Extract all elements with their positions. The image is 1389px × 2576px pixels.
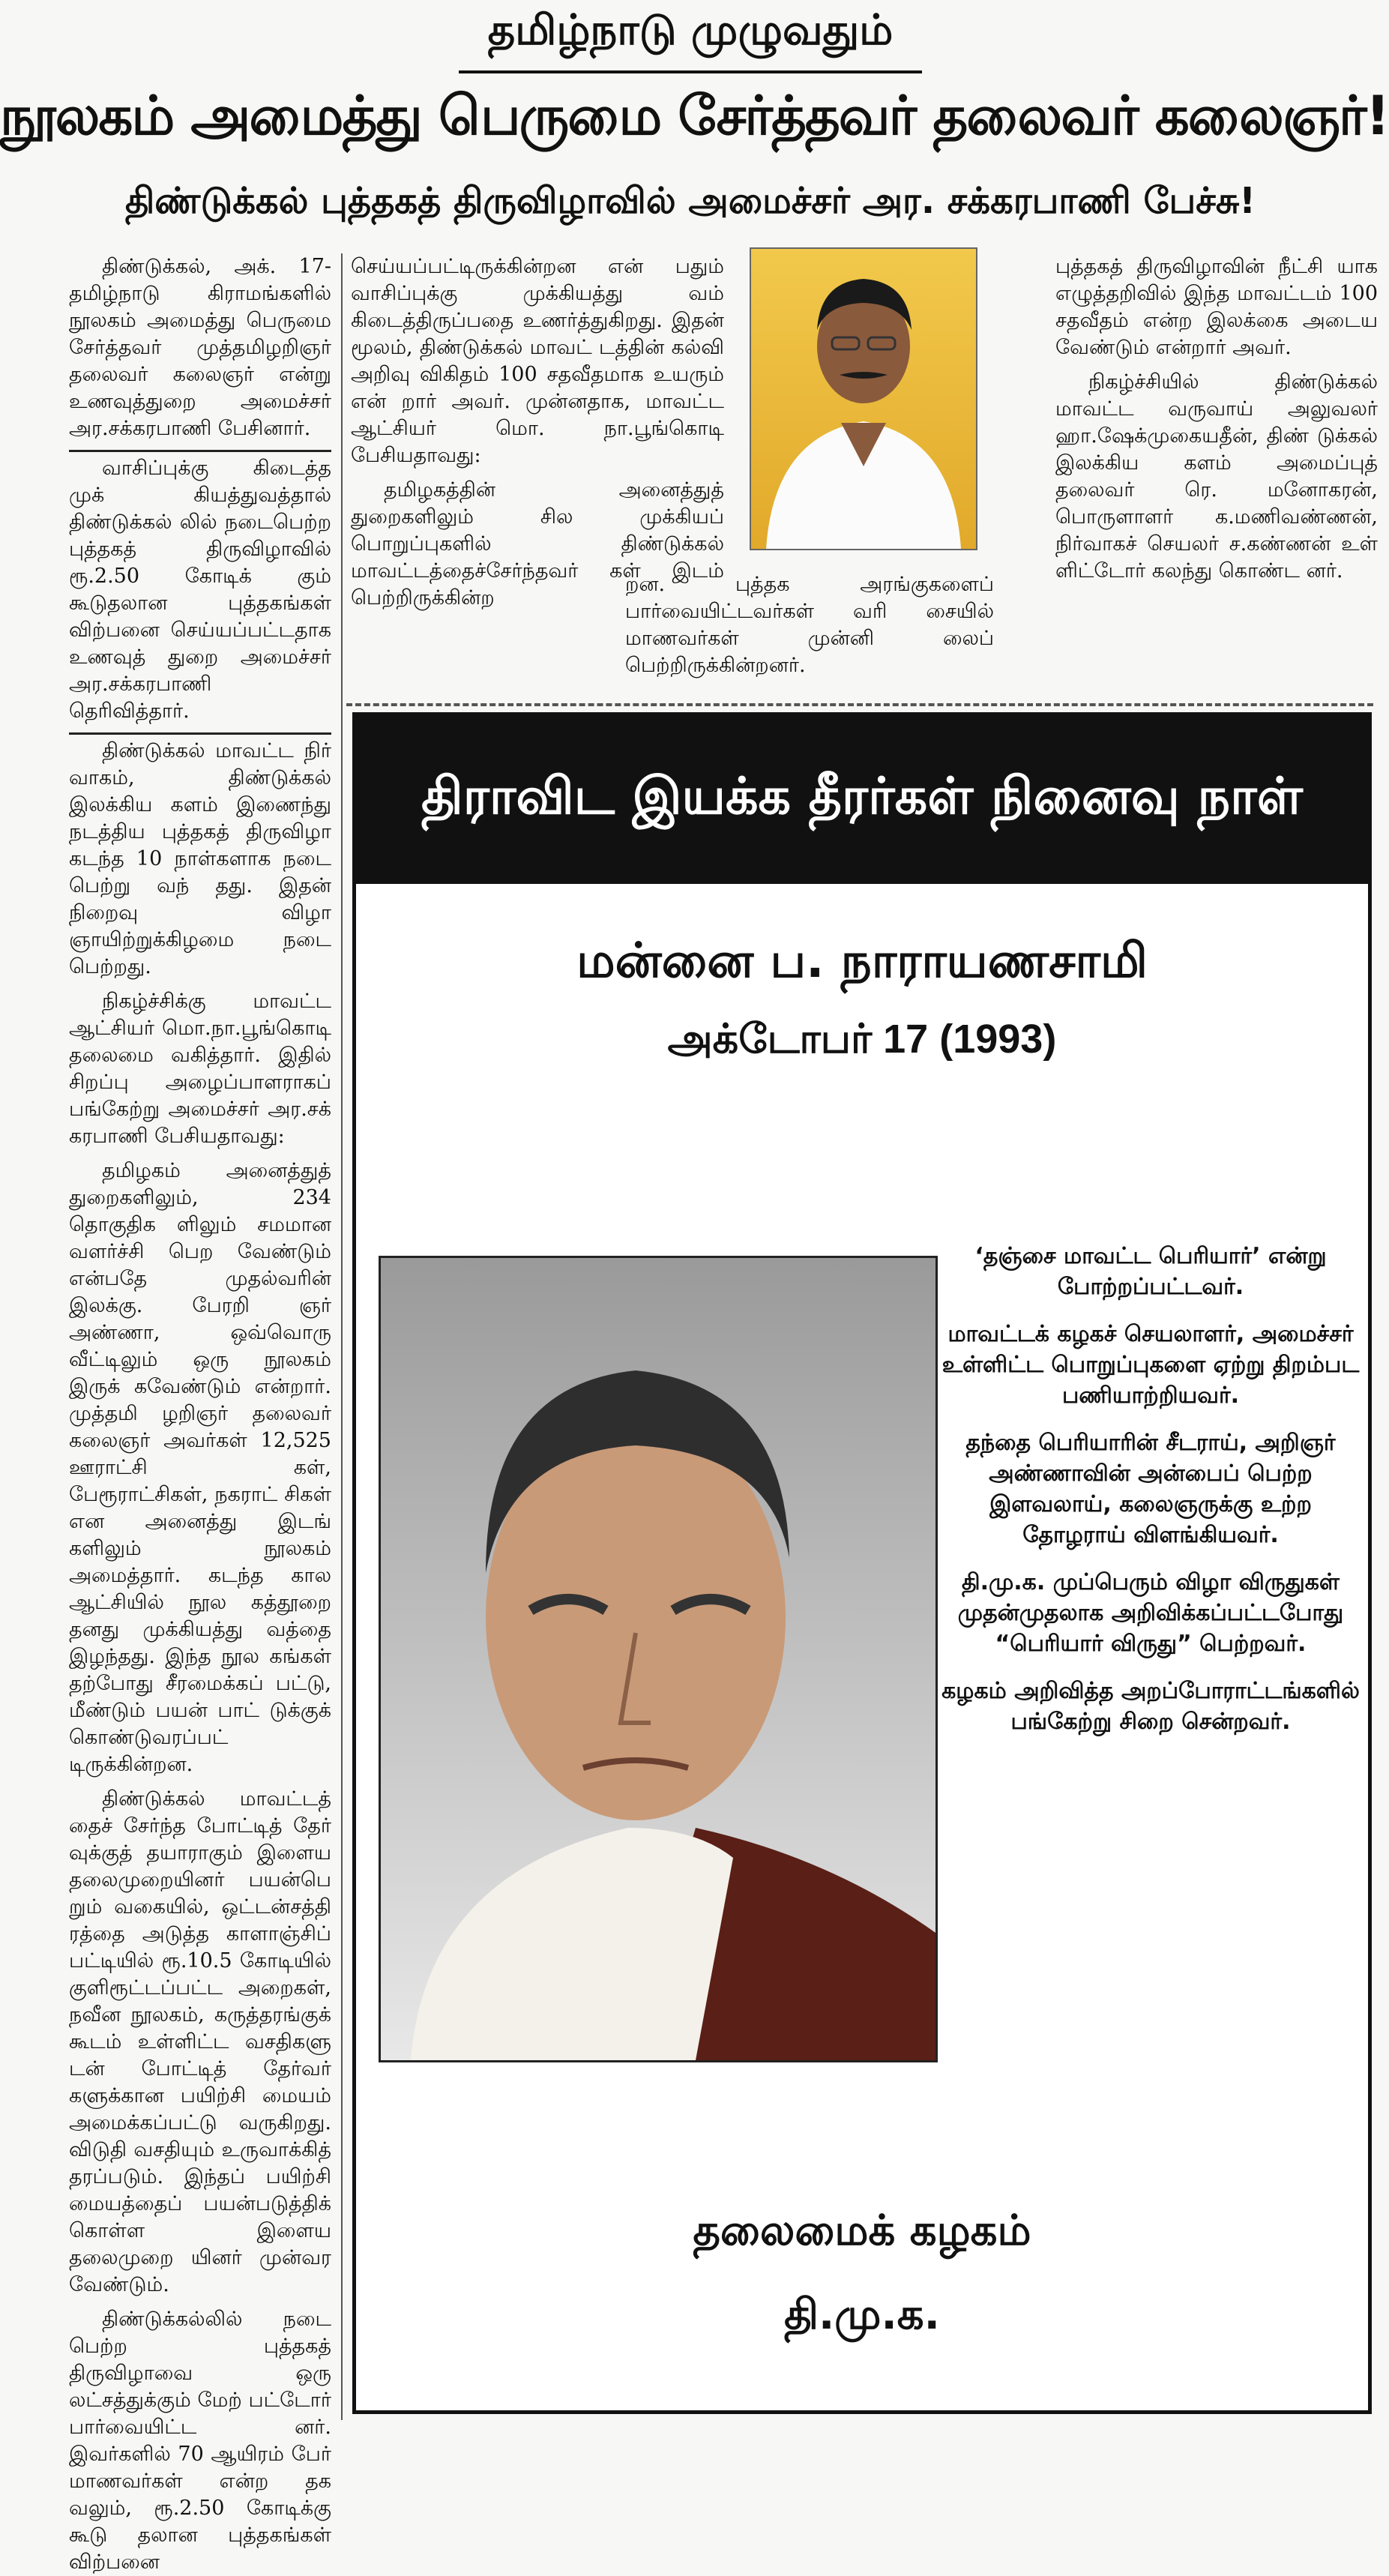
signature-organization: தலைமைக் கழகம் bbox=[693, 2206, 1031, 2255]
memorial-paragraph: தந்தை பெரியாரின் சீடராய், அறிஞர் அண்ணாவின் அன்பைப் பெற்ற இளவலாய், கலைஞருக்கு உற்ற தோழராய் விளங்கியவர். bbox=[965, 1430, 1336, 1548]
memorial-notice bbox=[352, 712, 1372, 2414]
section-kicker: தமிழ்நாடு முழுவதும் bbox=[487, 6, 894, 55]
memorial-paragraph: ‘தஞ்சை மாவட்ட பெரியார்’ என்று போற்றப்பட்டவர். bbox=[974, 1243, 1327, 1300]
article-paragraph: வாசிப்புக்கு கிடைத்த முக் கியத்துவத்தால் திண்டுக்கல் லில் நடைபெற்ற புத்தகத் திருவிழாவில் ரூ.2.50 கோடிக் கும் கூடுதலான புத்தகங்கள் விற்பனை செய்யப்பட்டதாக உணவுத் துறை அமைச்சர் அர.சக்கரபாணி தெரிவித்தார். bbox=[69, 450, 331, 725]
memorial-photo bbox=[379, 1256, 938, 2062]
memorial-date: அக்டோபர் 17 (1993) bbox=[667, 1017, 1057, 1062]
article-column-4 bbox=[1055, 253, 1378, 696]
article-column-1 bbox=[69, 253, 331, 2574]
article-paragraph: திண்டுக்கல், அக். 17- தமிழ்நாடு கிராமங்களில் நூலகம் அமைத்து பெருமை சேர்த்தவர் முத்தமிழறிஞர் தலைவர் கலைஞர் என்று உணவுத்துறை அமைச்சர் அர.சக்கரபாணி பேசினார். bbox=[69, 255, 331, 440]
article-paragraph: தமிழகத்தின் அனைத்துத் துறைகளிலும் சில முக்கியப் பொறுப்புகளில் திண்டுக்கல் மாவட்டத்தைச்சேர்ந்தவர் கள் இடம் பெற்றிருக்கின்ற bbox=[351, 478, 724, 610]
article-column-3 bbox=[625, 571, 994, 691]
article-paragraph: நிகழ்ச்சியில் திண்டுக்கல் மாவட்ட வருவாய் அலுவலர் ஹா.ஷேக்முகையதீன், திண் டுக்கல் இலக்கிய களம் அமைப்புத் தலைவர் ரெ. மனோகரன், பொருளாளர் க.மணிவண்ணன், நிர்வாகச் செயலர் ச.கண்ணன் உள் ளிட்டோர் கலந்து கொண்ட னர். bbox=[1055, 370, 1378, 583]
article-paragraph: செய்யப்பட்டிருக்கின்றன என் பதும் வாசிப்புக்கு முக்கியத்து வம் கிடைத்திருப்பதை உணர்த்துகிறது. இதன் மூலம், திண்டுக்கல் மாவட் டத்தின் கல்வி அறிவு விகிதம் 100 சதவீதமாக உயரும் என் றார் அவர். முன்னதாக, மாவட்ட ஆட்சியர் மொ. நா.பூங்கொடி பேசியதாவது: bbox=[351, 255, 724, 467]
article-paragraph: புத்தகத் திருவிழாவின் நீட்சி யாக எழுத்தறிவில் இந்த மாவட்டம் 100 சதவீதம் என்ற இலக்கை அடைய வேண்டும் என்றார் அவர். bbox=[1055, 255, 1378, 359]
portrait-icon bbox=[381, 1258, 935, 2060]
dashed-divider bbox=[346, 703, 1373, 706]
column-divider bbox=[341, 253, 343, 2420]
article-paragraph: திண்டுக்கல் மாவட்ட நிர் வாகம், திண்டுக்கல் இலக்கிய களம் இணைந்து நடத்திய புத்தகத் திருவிழா கடந்த 10 நாள்களாக நடை பெற்று வந் தது. இதன் நிறைவு விழா ஞாயிற்றுக்கிழமை நடை பெற்றது. bbox=[69, 732, 331, 981]
memorial-description bbox=[941, 1241, 1361, 1754]
article-paragraph: திண்டுக்கல்லில் நடை பெற்ற புத்தகத் திருவிழாவை ஒரு லட்சத்துக்கும் மேற் பட்டோர் பார்வையிட்ட னர். இவர்களில் 70 ஆயிரம் பேர் மாணவர்கள் என்ற தக வலும், ரூ.2.50 கோடிக்கு கூடு தலான புத்தகங்கள் விற்பனை bbox=[69, 2308, 331, 2574]
memorial-person-name: மன்னை ப. நாராயணசாமி bbox=[576, 933, 1148, 989]
memorial-paragraph: மாவட்டக் கழகச் செயலாளர், அமைச்சர் உள்ளிட்ட பொறுப்புகளை ஏற்று திறம்பட பணியாற்றியவர். bbox=[941, 1321, 1360, 1409]
memorial-paragraph: கழகம் அறிவித்த அறப்போராட்டங்களில் பங்கேற்று சிறை சென்றவர். bbox=[941, 1678, 1360, 1735]
minister-portrait-icon bbox=[751, 249, 976, 549]
article-paragraph: றன. புத்தக அரங்குகளைப் பார்வையிட்டவர்கள் வரி சையில் மாணவர்கள் முன்னி லைப் பெற்றிருக்கின்றனர். bbox=[625, 573, 994, 677]
article-paragraph: தமிழகம் அனைத்துத் துறைகளிலும், 234 தொகுதிக ளிலும் சமமான வளர்ச்சி பெற வேண்டும் என்பதே முதல்வரின் இலக்கு. பேரறி ஞர் அண்ணா, ஒவ்வொரு வீட்டிலும் ஒரு நூலகம் இருக் கவேண்டும் என்றார். முத்தமி ழறிஞர் தலைவர் கலைஞர் அவர்கள் 12,525 ஊராட்சி கள், பேரூராட்சிகள், நகராட் சிகள் என அனைத்து இடங் களிலும் நூலகம் அமைத்தார். கடந்த கால ஆட்சியில் நூல கத்தூறை தனது முக்கியத்து வத்தை இழந்தது. இந்த நூல கங்கள் தற்போது சீரமைக்கப் பட்டு, மீண்டும் பயன் பாட் டுக்குக் கொண்டுவரப்பட் டிருக்கின்றன. bbox=[69, 1159, 331, 1776]
memorial-banner-text: திராவிட இயக்க தீரர்கள் நினைவு நாள் bbox=[421, 767, 1303, 826]
minister-photo bbox=[750, 247, 977, 550]
subheadline: திண்டுக்கல் புத்தகத் திருவிழாவில் அமைச்சர் அர. சக்கரபாணி பேச்சு! bbox=[124, 180, 1256, 222]
article-paragraph: திண்டுக்கல் மாவட்டத் தைச் சேர்ந்த போட்டித் தேர் வுக்குத் தயாராகும் இளைய தலைமுறையினர் பயன்பெ றும் வகையில், ஒட்டன்சத்தி ரத்தை அடுத்த காளாஞ்சிப் பட்டியில் ரூ.10.5 கோடியில் குளிரூட்டப்பட்ட அறைகள், நவீன நூலகம், கருத்தரங்குக் கூடம் உள்ளிட்ட வசதிகளு டன் போட்டித் தேர்வர் களுக்கான பயிற்சி மையம் அமைக்கப்பட்டு வருகிறது. விடுதி வசதியும் உருவாக்கித் தரப்படும். இந்தப் பயிற்சி மையத்தைப் பயன்படுத்திக் கொள்ள இளைய தலைமுறை யினர் முன்வர வேண்டும். bbox=[69, 1787, 331, 2296]
article-paragraph: நிகழ்ச்சிக்கு மாவட்ட ஆட்சியர் மொ.நா.பூங்கொடி தலைமை வகித்தார். இதில் சிறப்பு அழைப்பாளராகப் பங்கேற்று அமைச்சர் அர.சக் கரபாணி பேசியதாவது: bbox=[69, 990, 331, 1148]
headline: நூலகம் அமைத்து பெருமை சேர்த்தவர் தலைவர் கலைஞர்! bbox=[0, 84, 1389, 147]
memorial-banner bbox=[356, 716, 1368, 884]
signature-party: தி.மு.க. bbox=[784, 2290, 940, 2339]
memorial-paragraph: தி.மு.க. முப்பெரும் விழா விருதுகள் முதன்முதலாக அறிவிக்கப்பட்டபோது “பெரியார் விருது” பெற்றவர். bbox=[957, 1569, 1344, 1657]
kicker-underline bbox=[459, 70, 922, 73]
